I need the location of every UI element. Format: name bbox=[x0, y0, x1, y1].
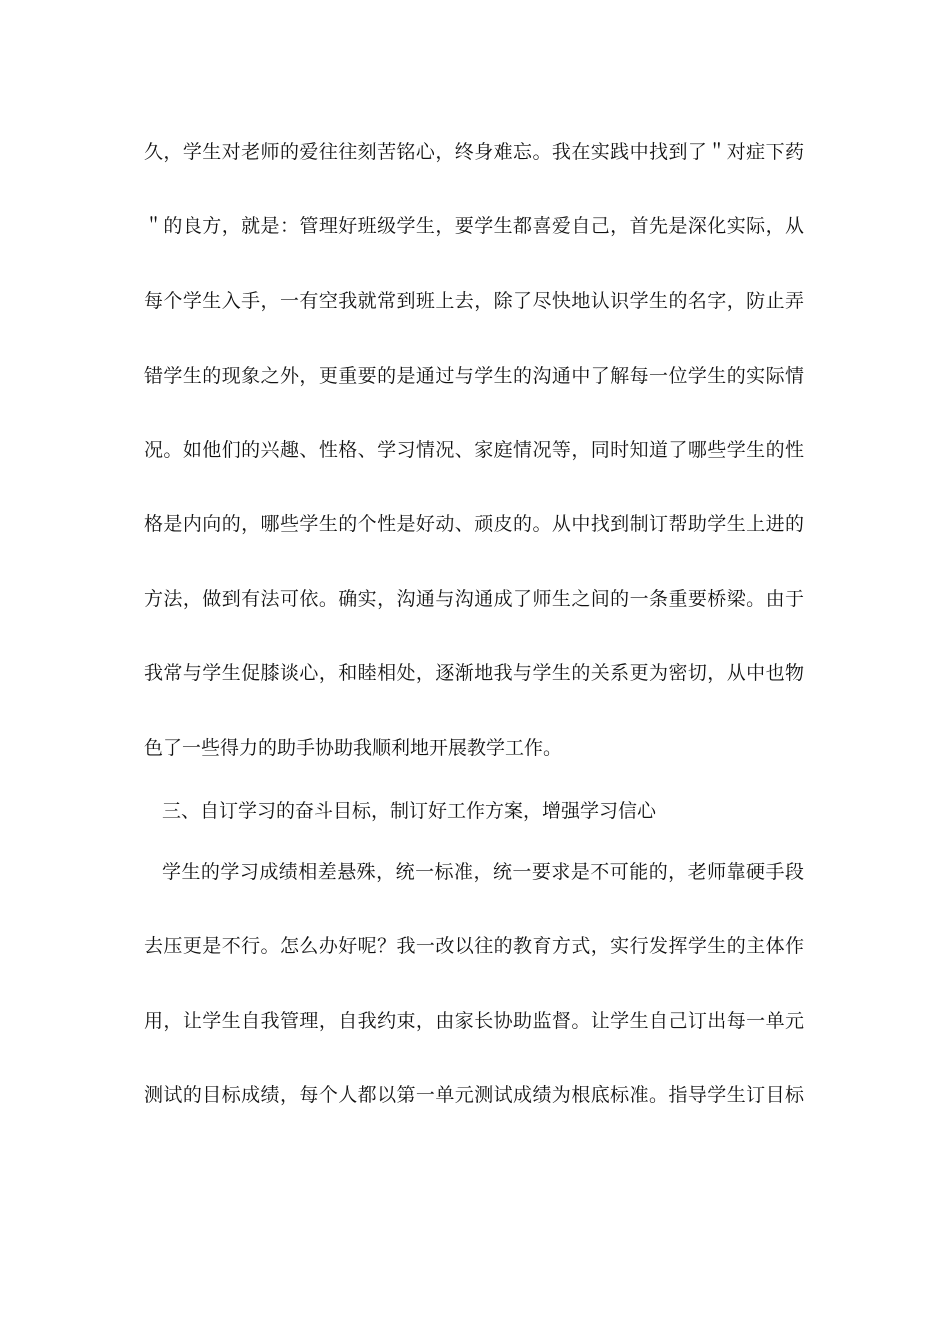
section-heading: 三、自订学习的奋斗目标，制订好工作方案，增强学习信心 bbox=[162, 800, 657, 822]
paragraph-1-line-8: 我常与学生促膝谈心，和睦相处，逐渐地我与学生的关系更为密切，从中也物 bbox=[144, 662, 804, 684]
paragraph-2-line-1: 学生的学习成绩相差悬殊，统一标准，统一要求是不可能的，老师靠硬手段 bbox=[162, 861, 804, 883]
paragraph-1-line-5: 况。如他们的兴趣、性格、学习情况、家庭情况等，同时知道了哪些学生的性 bbox=[144, 439, 804, 461]
paragraph-1-line-3: 每个学生入手，一有空我就常到班上去，除了尽快地认识学生的名字，防止弄 bbox=[144, 290, 804, 312]
paragraph-1-line-9: 色了一些得力的助手协助我顺利地开展教学工作。 bbox=[144, 737, 563, 759]
paragraph-1-line-1: 久，学生对老师的爱往往刻苦铭心，终身难忘。我在实践中找到了＂对症下药 bbox=[144, 141, 804, 163]
paragraph-1-line-2: ＂的良方，就是：管理好班级学生，要学生都喜爱自己，首先是深化实际，从 bbox=[144, 215, 804, 237]
paragraph-1-line-6: 格是内向的，哪些学生的个性是好动、顽皮的。从中找到制订帮助学生上进的 bbox=[144, 513, 804, 535]
paragraph-2-line-4: 测试的目标成绩，每个人都以第一单元测试成绩为根底标准。指导学生订目标 bbox=[144, 1084, 804, 1106]
paragraph-2-line-3: 用，让学生自我管理，自我约束，由家长协助监督。让学生自己订出每一单元 bbox=[144, 1010, 804, 1032]
paragraph-1-line-7: 方法，做到有法可依。确实，沟通与沟通成了师生之间的一条重要桥梁。由于 bbox=[144, 588, 804, 610]
paragraph-1-line-4: 错学生的现象之外，更重要的是通过与学生的沟通中了解每一位学生的实际情 bbox=[144, 365, 804, 387]
paragraph-2-line-2: 去压更是不行。怎么办好呢？我一改以往的教育方式，实行发挥学生的主体作 bbox=[144, 935, 804, 957]
